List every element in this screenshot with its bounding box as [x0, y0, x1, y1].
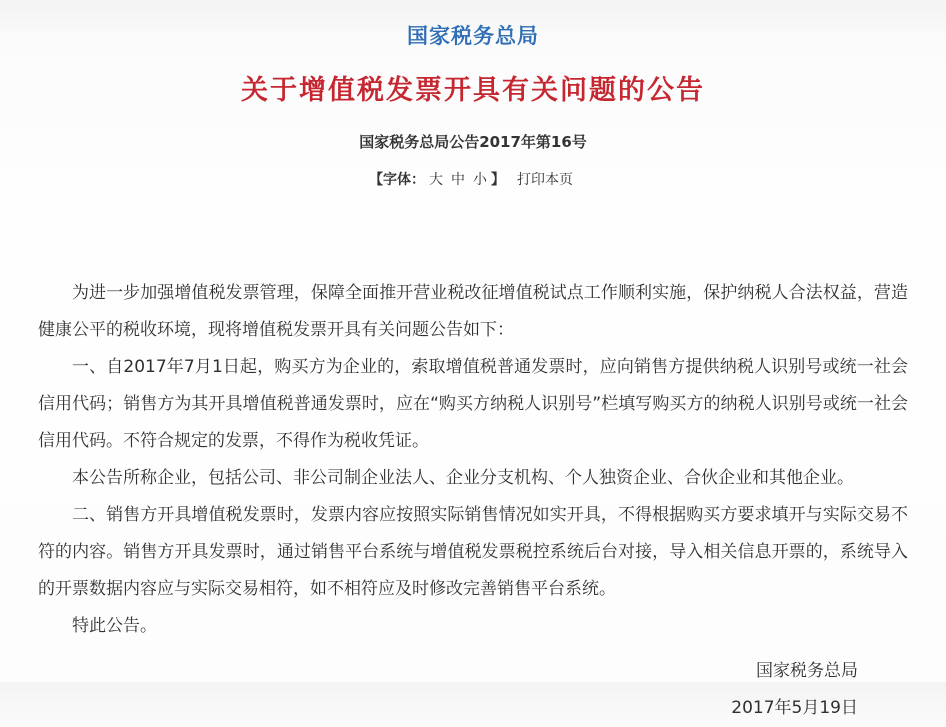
org-name-header: 国家税务总局: [407, 24, 539, 48]
paragraph-closing: 特此公告。: [72, 616, 157, 636]
font-size-medium-link[interactable]: 中: [451, 172, 465, 188]
font-size-label: 【字体：: [369, 172, 425, 188]
signature-block: [0, 653, 946, 727]
paragraph-item-1: 一、自2017年7月1日起，购买方为企业的，索取增值税普通发票时，应向销售方提供纳税人识别号或统一社会信用代码；销售方为其开具增值税普通发票时，应在“购买方纳税人识别号”栏填写购买方的纳税人识别号或统一社会信用代码。不符合规定的发票，不得作为税收凭证。: [38, 357, 908, 451]
paragraph-item-2: 二、销售方开具增值税发票时，发票内容应按照实际销售情况如实开具，不得根据购买方要求填开与实际交易不符的内容。销售方开具发票时，通过销售平台系统与增值税发票税控系统后台对接，导入相关信息开票的，系统导入的开票数据内容应与实际交易相符，如不相符应及时修改完善销售平台系统。: [38, 505, 908, 599]
announcement-body: [0, 275, 946, 645]
font-size-label-close: 】: [491, 172, 505, 188]
paragraph-enterprise-definition: 本公告所称企业，包括公司、非公司制企业法人、企业分支机构、个人独资企业、合伙企业和其他企业。: [72, 468, 854, 488]
font-size-large-link[interactable]: 大: [429, 172, 443, 188]
paragraph-intro: 为进一步加强增值税发票管理，保障全面推开营业税改征增值税试点工作顺利实施，保护纳税人合法权益，营造健康公平的税收环境，现将增值税发票开具有关问题公告如下：: [38, 283, 908, 340]
doc-number: 国家税务总局公告2017年第16号: [359, 133, 587, 151]
signature-date: 2017年5月19日: [731, 698, 858, 718]
font-print-toolbar: [0, 169, 946, 189]
print-page-link[interactable]: 打印本页: [517, 172, 573, 188]
font-size-small-link[interactable]: 小: [473, 172, 487, 188]
signature-org: 国家税务总局: [756, 661, 858, 681]
page-title: 关于增值税发票开具有关问题的公告: [241, 75, 705, 106]
